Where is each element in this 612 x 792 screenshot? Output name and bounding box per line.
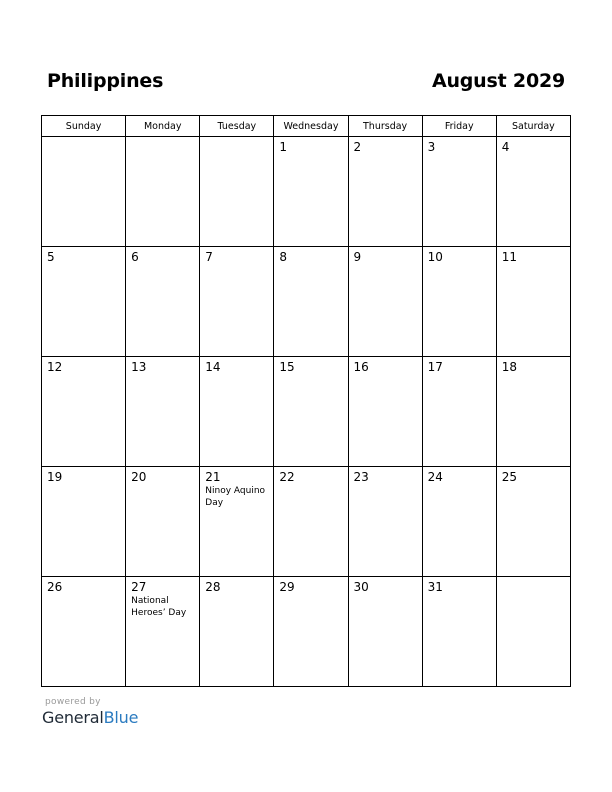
day-cell [200,247,274,357]
day-number: 29 [279,580,295,594]
day-number: 4 [501,140,510,154]
weekday-friday: Friday [422,116,496,137]
week-row [42,357,571,467]
day-number: 10 [427,250,443,264]
day-cell [42,357,126,467]
day-number: 22 [279,470,295,484]
day-cell [422,467,496,577]
day-number: 16 [353,360,369,374]
day-number: 14 [205,360,221,374]
day-cell [126,137,200,247]
day-number: 12 [47,360,63,374]
day-cell [422,577,496,687]
day-cell [42,247,126,357]
day-cell [496,357,570,467]
day-number: 13 [131,360,147,374]
day-cell [274,137,348,247]
day-number [200,137,273,140]
weekday-tuesday: Tuesday [200,116,274,137]
day-number: 11 [501,250,518,264]
holiday-label: Ninoy Aquino Day [205,486,266,508]
day-cell [42,467,126,577]
day-number: 2 [353,140,362,154]
week-row [42,247,571,357]
weekday-saturday: Saturday [496,116,570,137]
day-cell [200,577,274,687]
day-number: 18 [501,360,518,374]
day-number: 26 [47,580,63,594]
week-row [42,577,571,687]
weekday-monday: Monday [126,116,200,137]
day-number: 6 [131,250,139,264]
day-number: 31 [427,580,443,594]
month-title: August 2029 [431,70,565,92]
day-number: 17 [427,360,443,374]
day-number: 23 [353,470,369,484]
week-row [42,467,571,577]
day-cell [348,247,422,357]
weekday-header-row [42,116,571,137]
day-cell [200,357,274,467]
day-number: 15 [279,360,295,374]
day-number: 21 [205,470,221,484]
day-cell [348,357,422,467]
generalblue-logo[interactable] [42,708,138,727]
day-cell [422,137,496,247]
day-cell [274,247,348,357]
logo-blue: Blue [103,708,139,727]
powered-by-text: powered by [45,697,101,707]
day-cell [274,577,348,687]
day-number [42,137,125,140]
day-cell [496,577,570,687]
day-cell [496,137,570,247]
calendar-grid [41,115,571,687]
day-cell [348,577,422,687]
country-title: Philippines [47,70,164,92]
logo-general: General [42,708,104,727]
day-cell [200,467,274,577]
weekday-thursday: Thursday [348,116,422,137]
day-number: 27 [131,580,147,594]
day-cell [126,357,200,467]
day-cell [274,357,348,467]
day-cell [42,577,126,687]
day-cell [126,467,200,577]
day-cell [126,247,200,357]
day-number: 20 [131,470,147,484]
day-cell [200,137,274,247]
day-cell [496,467,570,577]
day-number: 7 [205,250,213,264]
day-cell [348,137,422,247]
day-number: 28 [205,580,221,594]
day-number: 24 [427,470,443,484]
day-number [497,577,570,580]
day-cell [422,357,496,467]
day-number: 3 [427,140,436,154]
day-number: 30 [353,580,369,594]
holiday-label: National Heroes’ Day [131,596,187,618]
day-cell [274,467,348,577]
day-number: 25 [501,470,518,484]
day-cell [42,137,126,247]
day-number: 1 [279,140,288,154]
day-number: 5 [47,250,55,264]
weekday-wednesday: Wednesday [274,116,348,137]
day-number [126,137,199,140]
day-number: 19 [47,470,63,484]
weekday-sunday: Sunday [42,116,126,137]
day-cell [348,467,422,577]
day-number: 8 [279,250,288,264]
week-row [42,137,571,247]
day-cell [496,247,570,357]
day-cell [422,247,496,357]
day-cell [126,577,200,687]
day-number: 9 [353,250,362,264]
